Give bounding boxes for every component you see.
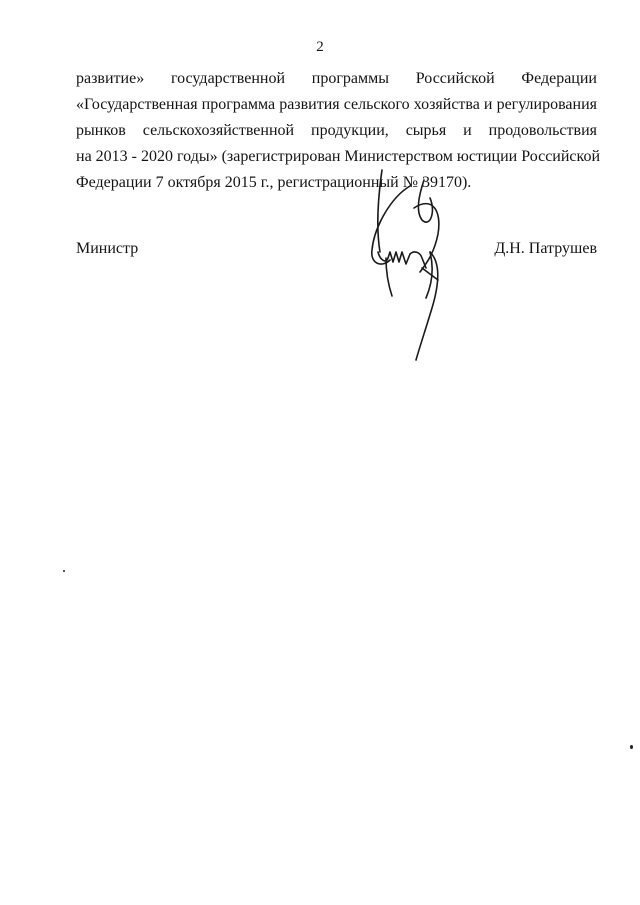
signature-block — [76, 237, 597, 261]
page-number: 2 — [316, 39, 324, 55]
paragraph-line: «Государственная программа развития сельского хозяйства и регулирования — [76, 96, 597, 113]
signature-stroke — [418, 180, 432, 222]
signature-stroke — [422, 268, 438, 280]
paragraph-line: Федерации 7 октября 2015 г., регистрационный № 39170). — [76, 174, 472, 191]
signature-stroke — [378, 170, 382, 252]
signatory-position: Министр — [76, 240, 139, 257]
paragraph-line: развитие» государственной программы Российской Федерации — [76, 70, 597, 87]
signatory-name: Д.Н. Патрушев — [494, 240, 597, 257]
signature-stroke — [416, 252, 438, 360]
scan-speck — [630, 745, 633, 749]
scan-speck — [63, 570, 65, 572]
signature-stroke — [386, 258, 392, 296]
signature-stroke — [378, 252, 426, 268]
paragraph-line: на 2013 - 2020 годы» (зарегистрирован Министерством юстиции Российской — [76, 148, 601, 165]
paragraph-line: рынков сельскохозяйственной продукции, сырья и продовольствия — [76, 122, 597, 139]
handwritten-signature-icon — [360, 168, 460, 363]
body-paragraph — [76, 66, 601, 196]
